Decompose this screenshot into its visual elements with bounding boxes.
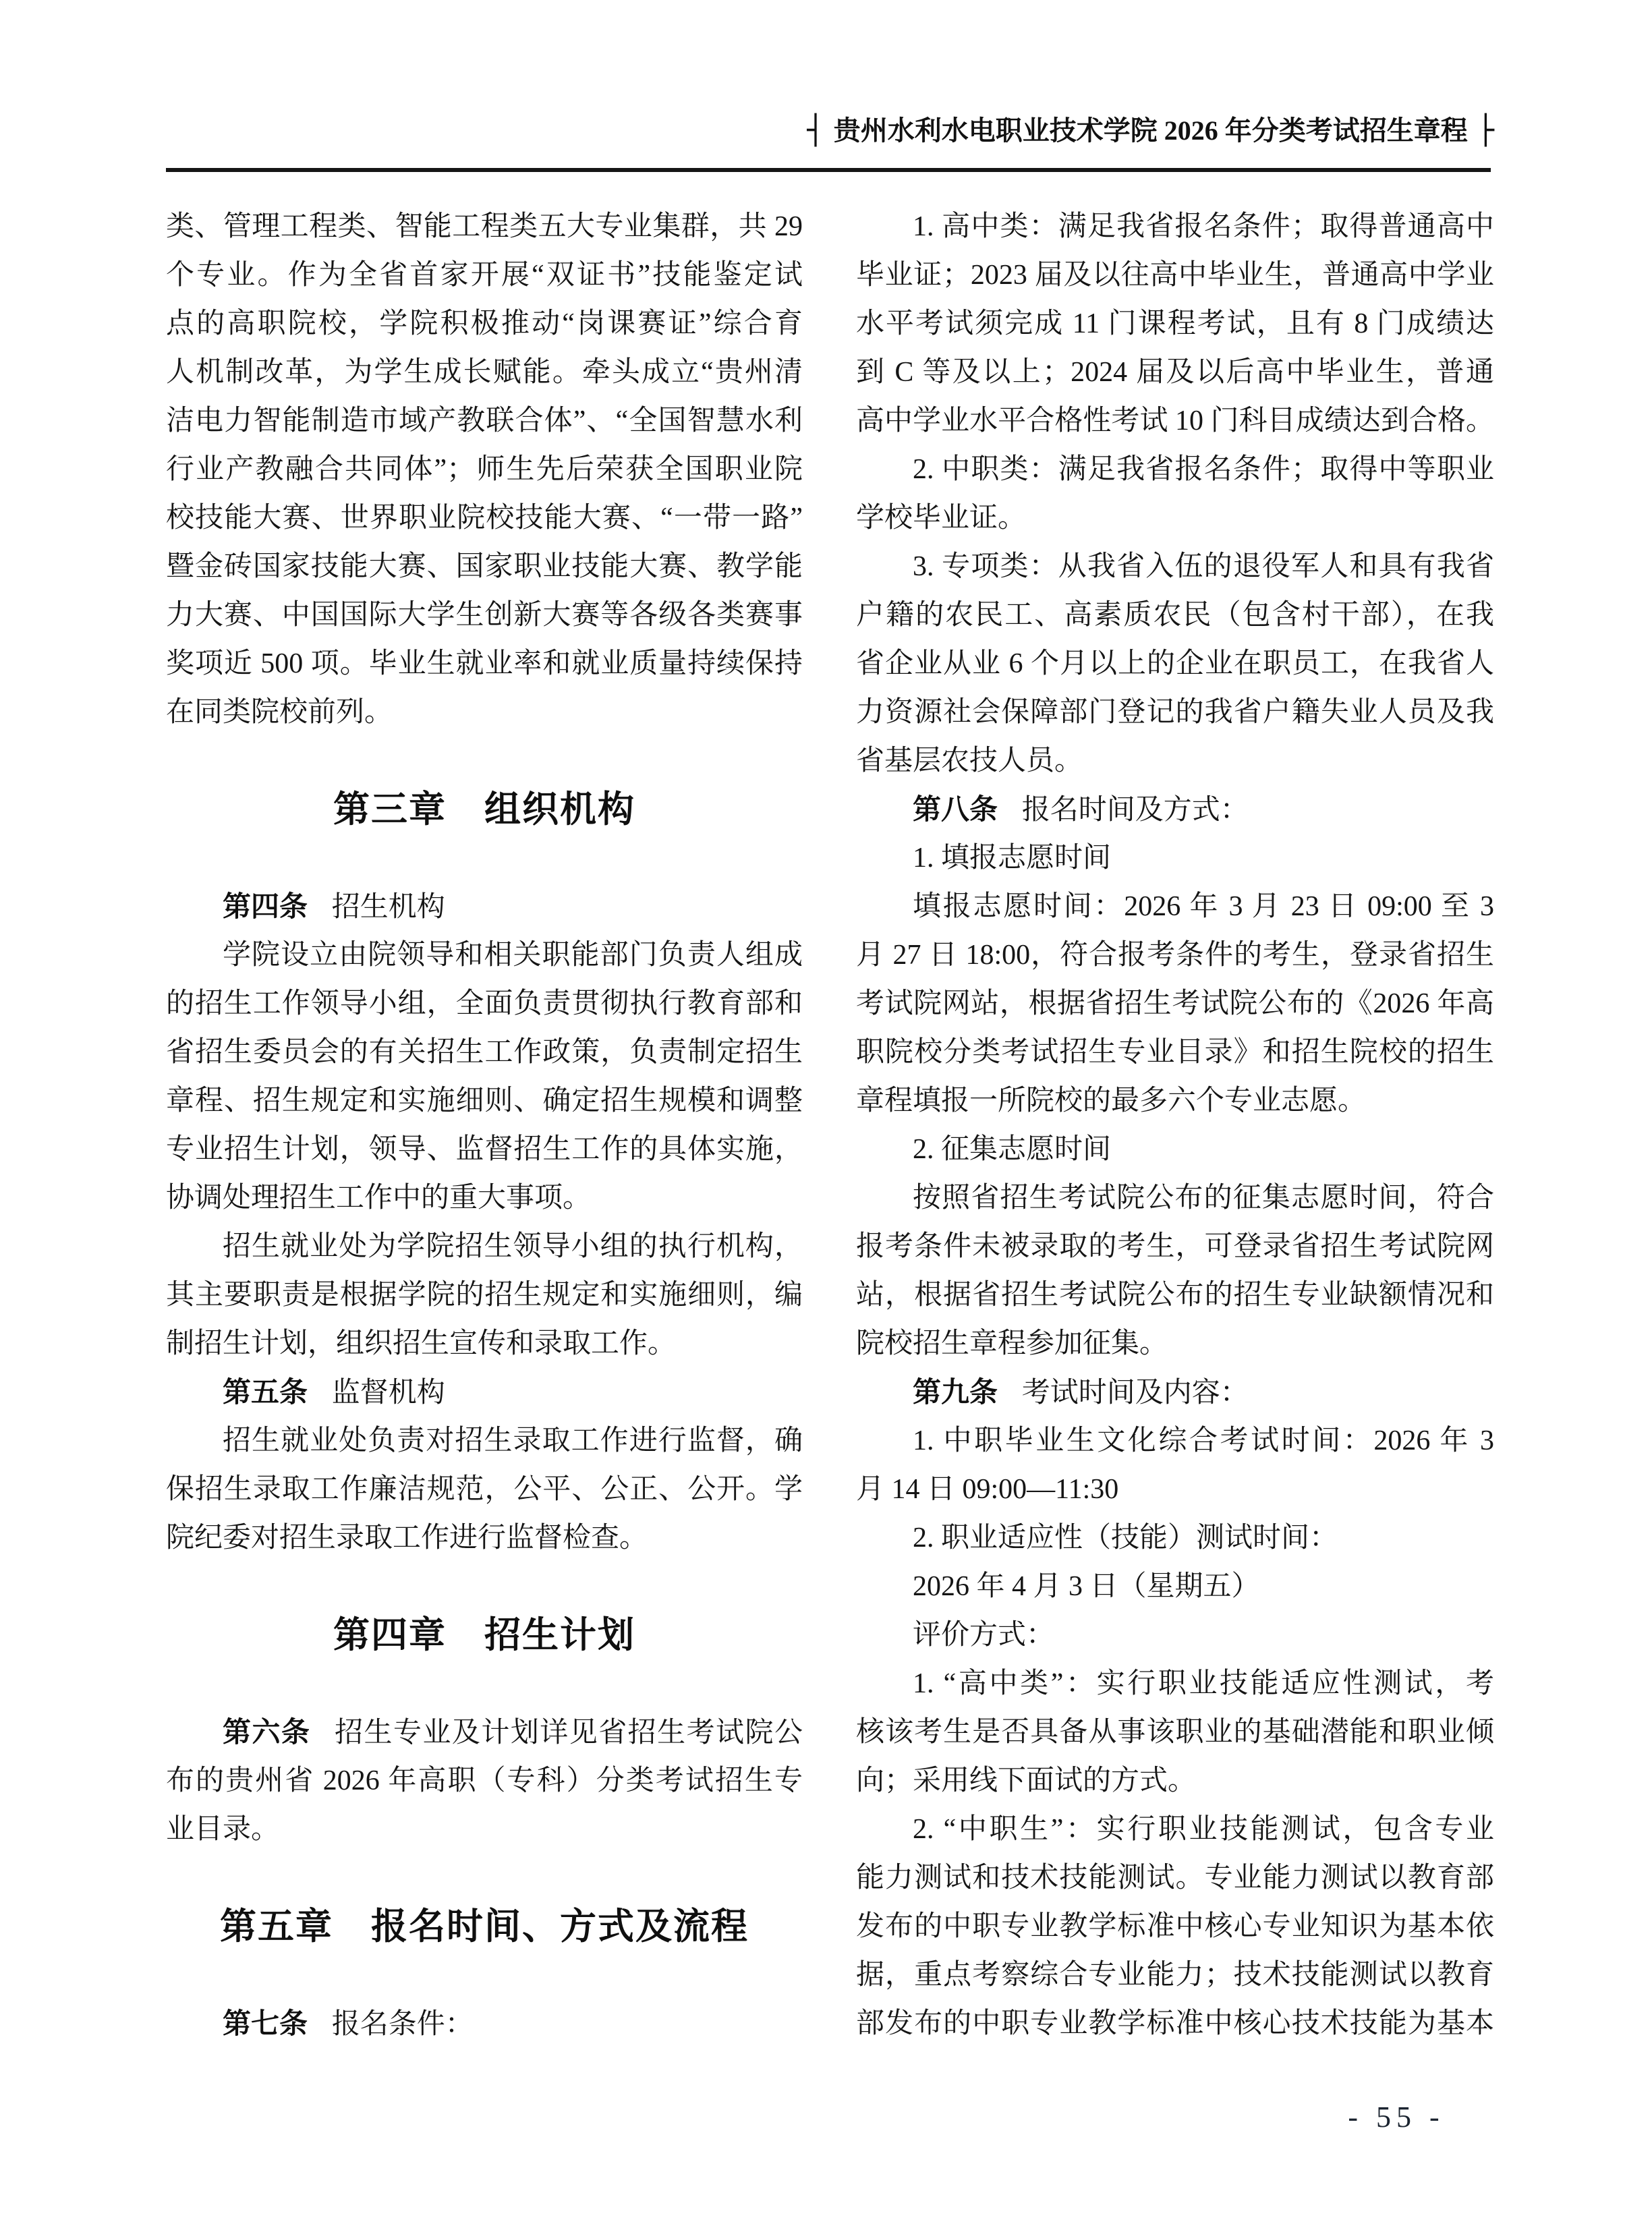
body-line: 1. 高中类：满足我省报名条件；取得普通高中 [913,211,1494,242]
body-line: 保招生录取工作廉洁规范，公平、公正、公开。学 [166,1474,803,1505]
body-line: 洁电力智能制造市域产教联合体”、“全国智慧水利 [166,405,803,436]
body-line: 向；采用线下面试的方式。 [856,1765,1197,1796]
body-line: 1. 中职毕业生文化综合考试时间：2026 年 3 [913,1425,1494,1456]
header-right-tick-icon: ├ [1477,113,1494,146]
body-line: 职院校分类考试招生专业目录》和招生院校的招生 [856,1037,1494,1068]
body-line: 章程、招生规定和实施细则、确定招生规模和调整 [166,1085,803,1116]
body-line: 站，根据省招生考试院公布的招生专业缺额情况和 [856,1280,1494,1311]
body-line: 1. “高中类”：实行职业技能适应性测试，考 [913,1668,1494,1699]
blank-line [166,1951,803,1999]
article-label: 第六条 [223,1716,311,1748]
body-line: 其主要职责是根据学院的招生规定和实施细则，编 [166,1280,803,1311]
body-line: 行业产教融合共同体”；师生先后荣获全国职业院 [166,454,803,485]
article-text: 报名时间及方式： [1021,795,1249,826]
body-line: 毕业证；2023 届及以往高中毕业生，普通高中学业 [856,260,1494,291]
body-line: 2. 中职类：满足我省报名条件；取得中等职业 [913,454,1494,485]
blank-line [166,834,803,882]
body-line: 按照省招生考试院公布的征集志愿时间，符合 [913,1182,1494,1214]
chapter-heading: 第四章 招生计划 [333,1615,635,1655]
body-line: 院校招生章程参加征集。 [856,1328,1168,1359]
body-line: 据，重点考察综合专业能力；技术技能测试以教育 [856,1960,1494,1991]
chapter-heading: 第五章 报名时间、方式及流程 [220,1906,749,1947]
body-line: 专业招生计划，领导、监督招生工作的具体实施， [166,1134,803,1165]
body-line: 省基层农技人员。 [856,745,1083,776]
body-line: 院纪委对招生录取工作进行监督检查。 [166,1522,648,1553]
body-line: 考试院网站，根据省招生考试院公布的《2026 年高 [856,988,1494,1019]
body-line: 个专业。作为全省首家开展“双证书”技能鉴定试 [166,260,803,291]
body-line: 力资源社会保障部门登记的我省户籍失业人员及我 [856,697,1494,728]
body-line: 在同类院校前列。 [166,697,393,728]
body-line: 2026 年 4 月 3 日（星期五） [913,1571,1260,1602]
page-number: - 55 - [1348,2101,1445,2134]
body-line: 到 C 等及以上；2024 届及以后高中毕业生，普通 [856,357,1494,388]
body-line: 业目录。 [166,1814,280,1845]
header-title: 贵州水利水电职业技术学院 2026 年分类考试招生章程 [833,115,1468,146]
chapter-heading: 第三章 组织机构 [333,789,635,830]
body-line: 评价方式： [913,1620,1055,1651]
blank-line [166,1562,803,1611]
right-column [856,202,1494,2048]
body-line: 能力测试和技术技能测试。专业能力测试以教育部 [856,1862,1494,1893]
body-line: 章程填报一所院校的最多六个专业志愿。 [856,1085,1367,1116]
body-line: 协调处理招生工作中的重大事项。 [166,1182,592,1214]
body-line: 月 27 日 18:00，符合报考条件的考生，登录省招生 [856,940,1494,971]
article-label: 第八条 [913,793,998,825]
body-line: 布的贵州省 2026 年高职（专科）分类考试招生专 [166,1765,803,1796]
body-line: 人机制改革，为学生成长赋能。牵头成立“贵州清 [166,357,803,388]
body-line: 招生就业处为学院招生领导小组的执行机构， [223,1231,803,1262]
blank-line [166,1854,803,1902]
article-label: 第七条 [223,2007,308,2039]
body-line: 的招生工作领导小组，全面负责贯彻执行教育部和 [166,988,803,1019]
body-line: 省招生委员会的有关招生工作政策，负责制定招生 [166,1037,803,1068]
body-line: 省企业从业 6 个月以上的企业在职员工，在我省人 [856,648,1494,679]
body-line: 制招生计划，组织招生宣传和录取工作。 [166,1328,677,1359]
header-rule [166,168,1491,172]
body-line: 校技能大赛、世界职业院校技能大赛、“一带一路” [166,503,803,534]
body-line: 高中学业水平合格性考试 10 门科目成绩达到合格。 [856,405,1494,436]
body-line: 奖项近 500 项。毕业生就业率和就业质量持续保持 [166,648,803,679]
left-column [166,202,803,2048]
article-label: 第五条 [223,1376,308,1408]
body-line: 核该考生是否具备从事该职业的基础潜能和职业倾 [856,1717,1494,1748]
article-line [856,785,1494,834]
body-line: 学院设立由院领导和相关职能部门负责人组成 [223,940,803,971]
body-line: 1. 填报志愿时间 [913,843,1112,874]
header-left-tick-icon: ┤ [807,113,824,146]
body-line: 暨金砖国家技能大赛、国家职业技能大赛、教学能 [166,551,803,582]
body-line: 报考条件未被录取的考生，可登录省招生考试院网 [856,1231,1494,1262]
article-text: 报名条件： [331,2009,474,2040]
body-line: 月 14 日 09:00—11:30 [856,1474,1119,1505]
body-line: 2. “中职生”：实行职业技能测试，包含专业 [913,1814,1494,1845]
body-line: 水平考试须完成 11 门课程考试，且有 8 门成绩达 [856,308,1494,339]
article-line [856,1368,1494,1417]
article-label: 第九条 [913,1376,998,1408]
running-header [807,105,1494,155]
article-line [166,1999,803,2048]
article-line [166,1708,803,1757]
body-line: 3. 专项类：从我省入伍的退役军人和具有我省 [913,551,1494,582]
article-text: 考试时间及内容： [1021,1377,1249,1408]
body-line: 学校毕业证。 [856,503,1027,534]
body-line: 户籍的农民工、高素质农民（包含村干部），在我 [856,600,1494,631]
article-text: 招生机构 [331,892,445,923]
article-text: 监督机构 [331,1377,445,1408]
article-line [166,1368,803,1417]
body-line: 部发布的中职专业教学标准中核心技术技能为基本 [856,2008,1494,2039]
body-line: 填报志愿时间：2026 年 3 月 23 日 09:00 至 3 [913,891,1494,922]
body-line: 招生就业处负责对招生录取工作进行监督，确 [223,1425,803,1456]
blank-line [166,737,803,785]
body-line: 力大赛、中国国际大学生创新大赛等各级各类赛事 [166,600,803,631]
body-line: 点的高职院校，学院积极推动“岗课赛证”综合育 [166,308,803,339]
article-text: 招生专业及计划详见省招生考试院公 [335,1717,803,1748]
article-line [166,882,803,931]
blank-line [166,1659,803,1708]
body-line: 发布的中职专业教学标准中核心专业知识为基本依 [856,1911,1494,1942]
body-line: 2. 职业适应性（技能）测试时间： [913,1522,1338,1553]
body-line: 类、管理工程类、智能工程类五大专业集群，共 29 [166,211,803,242]
article-label: 第四条 [223,890,308,922]
body-line: 2. 征集志愿时间 [913,1134,1112,1165]
